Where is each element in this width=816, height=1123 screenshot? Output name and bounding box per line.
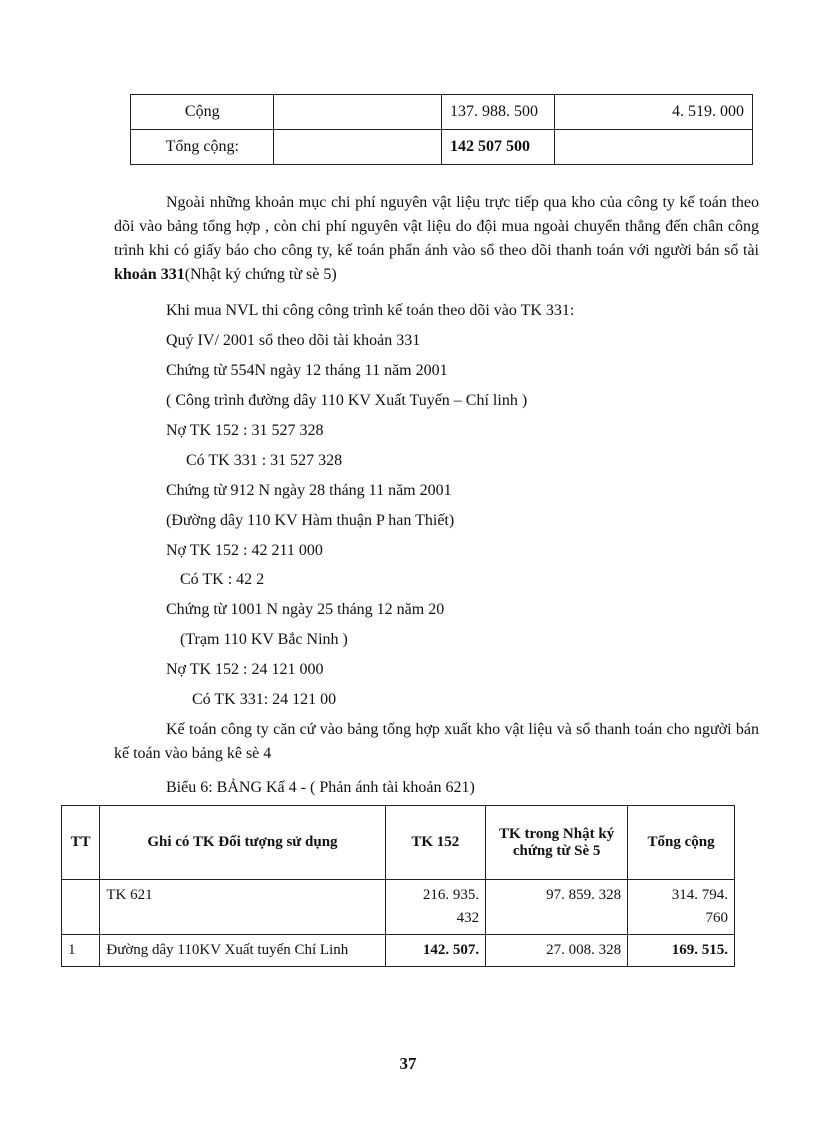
text-line: Có TK 331 : 31 527 328 — [186, 452, 343, 469]
row-tk152: 216. 935. 432 — [385, 880, 486, 935]
column-header: TK trong Nhật ký chứng từ Sè 5 — [486, 806, 628, 880]
table-caption: Biểu 6: BẢNG Kấ 4 - ( Phản ánh tài khoản 621) — [166, 779, 475, 796]
text-line: Nợ TK 152 : 24 121 000 — [166, 661, 324, 678]
row-name: Đường dây 110KV Xuất tuyến Chí Linh — [100, 935, 385, 967]
row-total: 314. 794. 760 — [628, 880, 735, 935]
column-header: Tổng cộng — [628, 806, 735, 880]
paragraph-bold: khoản 331 — [114, 266, 185, 283]
text-line: Chứng từ 554N ngày 12 tháng 11 năm 2001 — [166, 362, 448, 379]
row-total: 169. 515. — [628, 935, 735, 967]
row-name: TK 621 — [100, 880, 385, 935]
column-header: TK 152 — [385, 806, 486, 880]
row-tk152: 142. 507. — [385, 935, 486, 967]
table-row — [131, 130, 753, 165]
row-index — [62, 880, 100, 935]
text-line: Có TK 331: 24 121 00 — [192, 691, 337, 708]
row-label: Cộng — [131, 95, 274, 130]
row-value: 142 507 500 — [441, 130, 554, 165]
table-row — [131, 95, 753, 130]
table-row — [62, 935, 735, 967]
text-line: Có TK : 42 2 — [180, 571, 265, 588]
paragraph-1 — [114, 191, 759, 287]
row-value: 4. 519. 000 — [555, 95, 753, 130]
text-line: Chứng từ 1001 N ngày 25 tháng 12 năm 20 — [166, 601, 445, 618]
summary-table — [130, 94, 753, 165]
row-nkct: 97. 859. 328 — [486, 880, 628, 935]
paragraph-text: (Nhật ký chứng từ sè 5) — [184, 266, 337, 283]
text-line: (Trạm 110 KV Bắc Ninh ) — [180, 631, 348, 648]
page-number: 37 — [399, 1054, 417, 1073]
text-line: Chứng từ 912 N ngày 28 tháng 11 năm 2001 — [166, 482, 452, 499]
row-nkct: 27. 008. 328 — [486, 935, 628, 967]
text-line: (Đường dây 110 KV Hàm thuận P han Thiết) — [166, 512, 455, 529]
row-index: 1 — [62, 935, 100, 967]
column-header: Ghi có TK Đối tượng sử dụng — [100, 806, 385, 880]
text-line: Nợ TK 152 : 42 211 000 — [166, 542, 323, 559]
row-cell — [274, 95, 442, 130]
text-line: Khi mua NVL thi công công trình kế toán theo dõi vào TK 331: — [166, 302, 575, 319]
text-line: Quý IV/ 2001 sổ theo dõi tài khoản 331 — [166, 332, 421, 349]
column-header: TT — [62, 806, 100, 880]
table-header-row — [62, 806, 735, 880]
row-cell — [274, 130, 442, 165]
paragraph-2 — [114, 718, 759, 766]
row-value: 137. 988. 500 — [441, 95, 554, 130]
row-label: Tổng cộng: — [131, 130, 274, 165]
paragraph-text: Ngoài những khoản mục chi phí nguyên vật liệu trực tiếp qua kho của công ty kế toán theo dõi vào bảng tổng hợp , còn chi phí nguyên vật liệu do đội mua ngoài chuyển thẳng đến chân công trình khi có giấy báo cho công ty, kế toán phẩn ánh vào sổ theo dõi thanh toán với người bán sổ tài — [114, 194, 759, 259]
row-value — [555, 130, 753, 165]
paragraph-text: Kế toán công ty căn cứ vào bảng tổng hợp xuất kho vật liệu và sổ thanh toán cho người bán kế toán vào bảng kê sè 4 — [114, 721, 759, 762]
text-line: ( Công trình đường dây 110 KV Xuất Tuyến – Chí linh ) — [166, 392, 528, 409]
ledger-table — [61, 805, 735, 967]
table-row — [62, 880, 735, 935]
text-line: Nợ TK 152 : 31 527 328 — [166, 422, 324, 439]
